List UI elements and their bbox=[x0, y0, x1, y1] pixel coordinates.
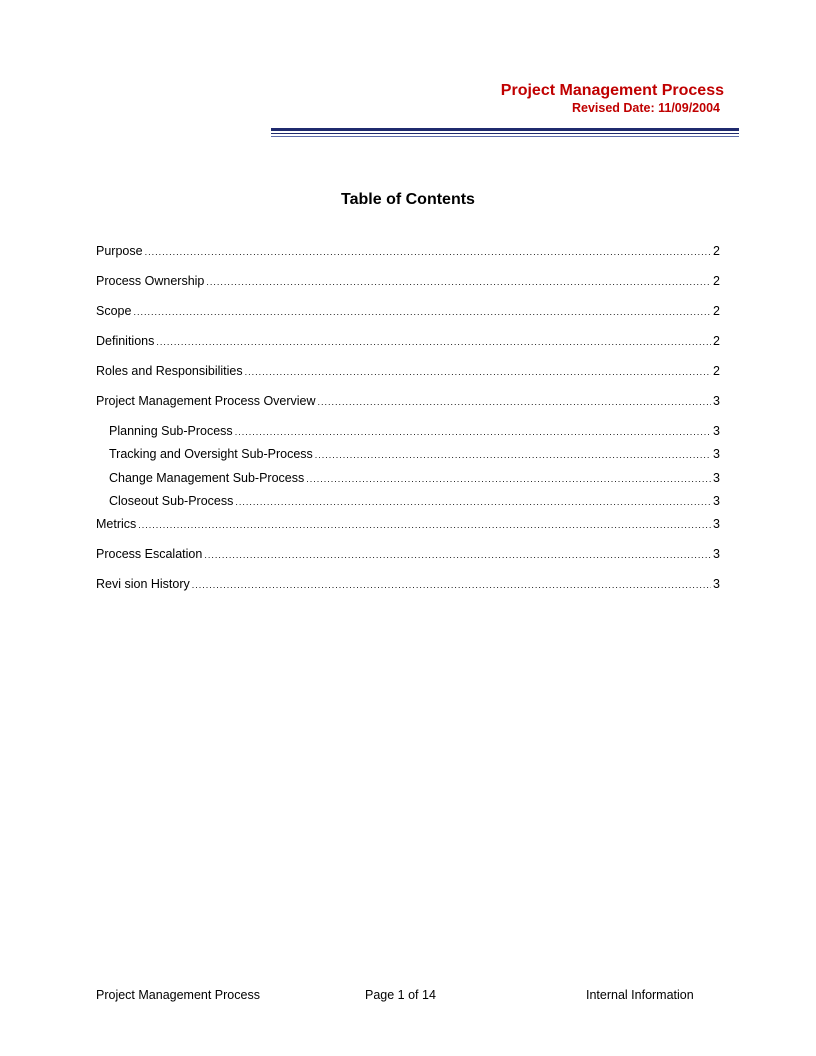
header-rule-thin bbox=[271, 133, 739, 134]
toc-entry-process-ownership[interactable] bbox=[96, 273, 720, 290]
toc-entry-label: Roles and Responsibilities bbox=[96, 364, 243, 378]
toc-entry-page: 3 bbox=[713, 471, 720, 485]
toc-entry-page: 3 bbox=[713, 424, 720, 438]
header-rule-thick bbox=[271, 128, 739, 131]
toc-dot-leader bbox=[156, 334, 711, 351]
toc-entry-metrics[interactable] bbox=[96, 516, 720, 533]
toc-entry-closeout[interactable] bbox=[96, 493, 720, 510]
toc-dot-leader bbox=[235, 424, 711, 441]
toc-dot-leader bbox=[145, 244, 711, 261]
toc-dot-leader bbox=[133, 304, 711, 321]
toc-dot-leader bbox=[245, 364, 711, 381]
toc-entry-page: 2 bbox=[713, 334, 720, 348]
toc-entry-label: Process Escalation bbox=[96, 547, 203, 561]
toc-entry-scope[interactable] bbox=[96, 303, 720, 320]
toc-entry-purpose[interactable] bbox=[96, 243, 720, 260]
toc-entry-tracking[interactable] bbox=[96, 446, 720, 463]
toc-entry-page: 3 bbox=[713, 577, 720, 591]
toc-dot-leader bbox=[192, 577, 711, 594]
toc-dot-leader bbox=[138, 517, 711, 534]
toc-entry-label: Metrics bbox=[96, 517, 137, 531]
toc-dot-leader bbox=[318, 394, 712, 411]
revised-date: Revised Date: 11/09/2004 bbox=[571, 101, 720, 115]
toc-entry-page: 3 bbox=[713, 494, 720, 508]
footer-document-name: Project Management Process bbox=[96, 988, 260, 1002]
toc-entry-roles[interactable] bbox=[96, 363, 720, 380]
toc-entry-overview[interactable] bbox=[96, 393, 720, 410]
footer-page-number: Page 1 of 14 bbox=[365, 988, 436, 1002]
toc-entry-label: Revi sion History bbox=[96, 577, 190, 591]
toc-entry-planning[interactable] bbox=[96, 423, 720, 440]
toc-entry-escalation[interactable] bbox=[96, 546, 720, 563]
toc-entry-label: Closeout Sub-Process bbox=[109, 494, 234, 508]
toc-dot-leader bbox=[206, 274, 711, 291]
toc-entry-page: 2 bbox=[713, 304, 720, 318]
toc-entry-page: 3 bbox=[713, 394, 720, 408]
toc-entry-page: 3 bbox=[713, 517, 720, 531]
toc-entry-label: Definitions bbox=[96, 334, 155, 348]
toc-entry-label: Change Management Sub-Process bbox=[109, 471, 305, 485]
toc-entry-revision-history[interactable] bbox=[96, 576, 720, 593]
toc-entry-label: Project Management Process Overview bbox=[96, 394, 316, 408]
toc-dot-leader bbox=[204, 547, 711, 564]
toc-entry-definitions[interactable] bbox=[96, 333, 720, 350]
toc-entry-page: 3 bbox=[713, 547, 720, 561]
footer-classification: Internal Information bbox=[586, 988, 694, 1002]
toc-entry-page: 2 bbox=[713, 274, 720, 288]
toc-dot-leader bbox=[235, 494, 711, 511]
toc-entry-page: 2 bbox=[713, 244, 720, 258]
toc-entry-label: Purpose bbox=[96, 244, 143, 258]
toc-dot-leader bbox=[306, 471, 711, 488]
header-rule-thin-lower bbox=[271, 136, 739, 137]
toc-heading: Table of Contents bbox=[341, 191, 475, 208]
toc-entry-label: Scope bbox=[96, 304, 132, 318]
toc-dot-leader bbox=[315, 447, 711, 464]
toc-entry-change-management[interactable] bbox=[96, 470, 720, 487]
document-header-title: Project Management Process bbox=[500, 82, 724, 99]
toc-entry-label: Process Ownership bbox=[96, 274, 205, 288]
toc-entry-page: 3 bbox=[713, 447, 720, 461]
toc-entry-page: 2 bbox=[713, 364, 720, 378]
toc-entry-label: Planning Sub-Process bbox=[109, 424, 233, 438]
toc-entry-label: Tracking and Oversight Sub-Process bbox=[109, 447, 313, 461]
